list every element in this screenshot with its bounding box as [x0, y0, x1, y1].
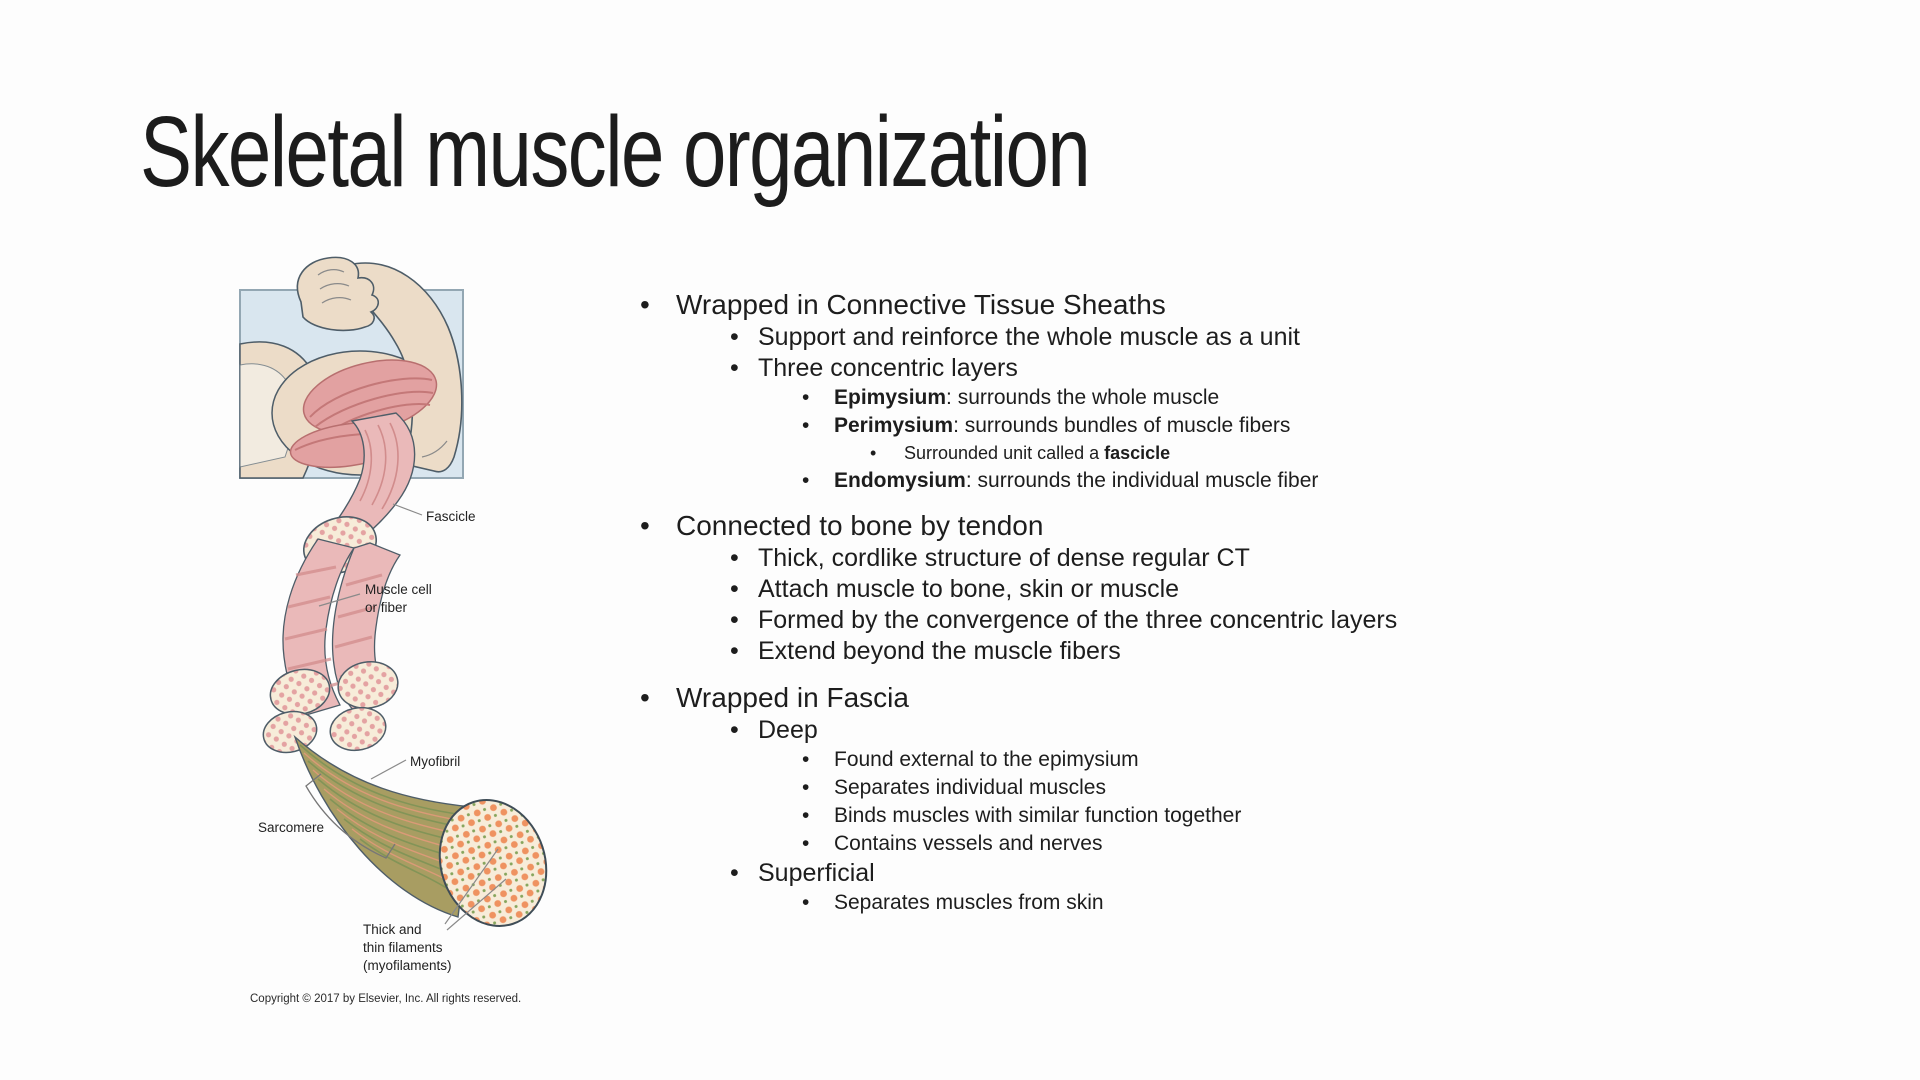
bullet-item: • Endomysium: surrounds the individual muscle fiber: [638, 467, 1428, 495]
filaments-label-line1: Thick and: [363, 922, 422, 937]
muscle-anatomy-illustration: [200, 245, 580, 1015]
fascicle-label: Fascicle: [426, 509, 476, 524]
bullet-item: • Deep: [638, 715, 1428, 746]
bullet-item: • Extend beyond the muscle fibers: [638, 636, 1428, 667]
bullet-item: • Surrounded unit called a fascicle: [638, 440, 1428, 467]
myofibril-label: Myofibril: [410, 754, 461, 769]
bullet-item: • Three concentric layers: [638, 353, 1428, 384]
bullet-item: • Perimysium: surrounds bundles of muscle fibers: [638, 412, 1428, 440]
copyright-text: Copyright © 2017 by Elsevier, Inc. All rights reserved.: [250, 993, 522, 1005]
fiber-cross-section-4: [326, 703, 390, 756]
bullet-list: [638, 288, 1428, 917]
bullet-item: • Connected to bone by tendon: [638, 509, 1428, 543]
filaments-label-line3: (myofilaments): [363, 958, 452, 973]
bullet-item: • Separates muscles from skin: [638, 889, 1428, 917]
bullet-item: • Attach muscle to bone, skin or muscle: [638, 574, 1428, 605]
bullet-item: • Contains vessels and nerves: [638, 830, 1428, 858]
muscle-cell-label-line1: Muscle cell: [365, 582, 432, 597]
bullet-item: • Binds muscles with similar function together: [638, 802, 1428, 830]
bullet-item: • Support and reinforce the whole muscle as a unit: [638, 322, 1428, 353]
bullet-item: • Superficial: [638, 858, 1428, 889]
slide-title: Skeletal muscle organization: [140, 96, 1090, 208]
filaments-label-line2: thin filaments: [363, 940, 443, 955]
bullet-item: • Wrapped in Connective Tissue Sheaths: [638, 288, 1428, 322]
sarcomere-label: Sarcomere: [258, 820, 325, 835]
fascicle-leader-line: [393, 504, 422, 515]
myofibril-leader-line: [371, 760, 406, 779]
bullet-item: • Found external to the epimysium: [638, 746, 1428, 774]
bullet-item: • Thick, cordlike structure of dense regular CT: [638, 543, 1428, 574]
bullet-item: • Epimysium: surrounds the whole muscle: [638, 384, 1428, 412]
bullet-item: • Formed by the convergence of the three concentric layers: [638, 605, 1428, 636]
muscle-cell-label-line2: or fiber: [365, 600, 408, 615]
muscle-anatomy-figure: [200, 245, 580, 1015]
bullet-item: • Separates individual muscles: [638, 774, 1428, 802]
bullet-item: • Wrapped in Fascia: [638, 681, 1428, 715]
